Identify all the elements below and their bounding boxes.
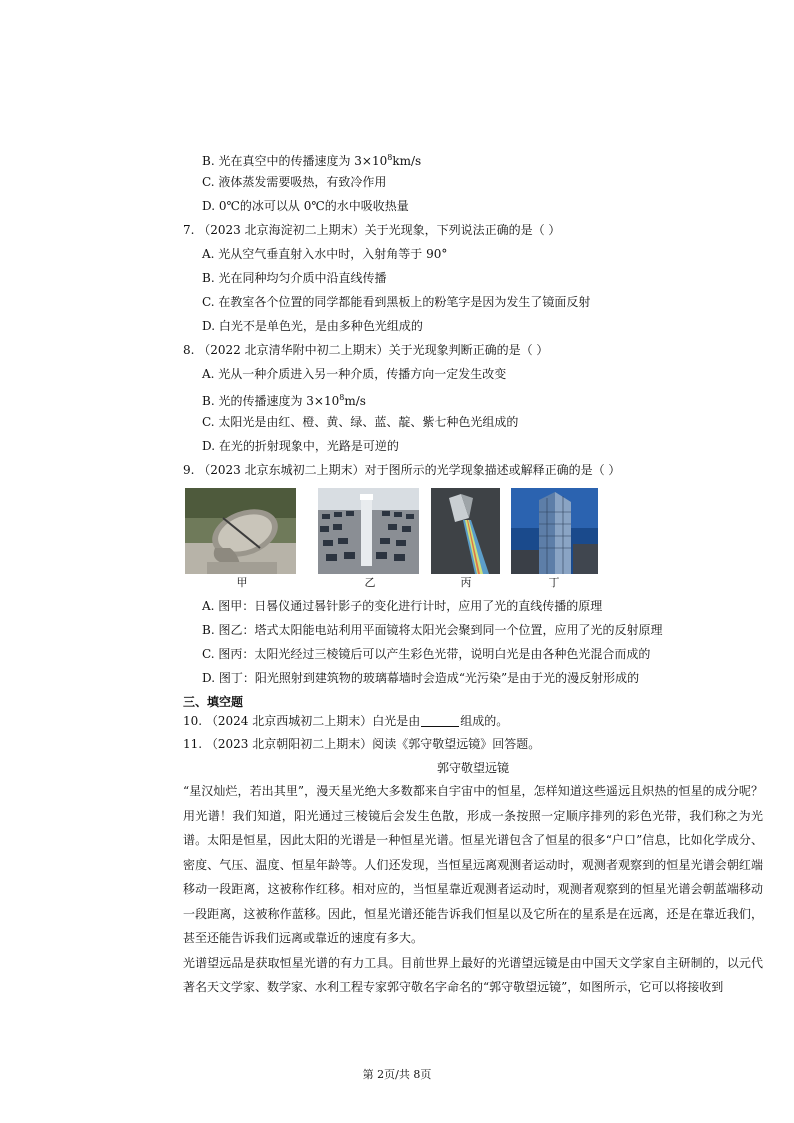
q6-option-c: C. 液体蒸发需要吸热，有致冷作用 bbox=[202, 175, 387, 189]
section-heading: 三、填空题 bbox=[183, 695, 244, 709]
q7-option-a: A. 光从空气垂直射入水中时，入射角等于 90° bbox=[202, 247, 448, 261]
q10-stem: 10. （2024 北京西城初二上期末）白光是由 组成的。 bbox=[183, 714, 509, 728]
q9-option-c: C. 图丙：太阳光经过三棱镜后可以产生彩色光带，说明白光是由各种色光混合而成的 bbox=[202, 647, 651, 661]
q11-stem: 11. （2023 北京朝阳初二上期末）阅读《郭守敬望远镜》回答题。 bbox=[183, 737, 541, 751]
q6-option-b: B. 光在真空中的传播速度为 $3\times 10^8km/s$ bbox=[202, 153, 422, 168]
article-body bbox=[183, 779, 763, 1000]
q7-option-d: D. 白光不是单色光，是由多种色光组成的 bbox=[202, 319, 423, 333]
q9-stem: 9. （2023 北京东城初二上期末）对于图所示的光学现象描述或解释正确的是（ ） bbox=[183, 463, 621, 477]
caption-bing: 丙 bbox=[460, 576, 472, 589]
article-title: 郭守敬望远镜 bbox=[436, 761, 509, 775]
sundial-photo bbox=[185, 488, 296, 574]
q8-option-b: B. 光的传播速度为 $3\times 10^8m/s$ bbox=[202, 393, 366, 408]
q7-stem: 7. （2023 北京海淀初二上期末）关于光现象，下列说法正确的是（ ） bbox=[183, 223, 561, 237]
q7-option-c: C. 在教室各个位置的同学都能看到黑板上的粉笔字是因为发生了镜面反射 bbox=[202, 295, 591, 309]
q6-option-d: D. 0℃的冰可以从 0℃的水中吸收热量 bbox=[202, 199, 409, 213]
caption-yi: 乙 bbox=[364, 576, 376, 589]
article-paragraph-2: 光谱望远品是获取恒星光谱的有力工具。目前世界上最好的光谱望远镜是由中国天文学家自主研制的，以元代著名天文学家、数学家、水利工程专家郭守敬名字命名的“郭守敬望远镜”，如图所示，它可以将接收到 bbox=[183, 955, 763, 994]
page-footer: 第 2页/共 8页 bbox=[362, 1068, 432, 1081]
caption-jia: 甲 bbox=[236, 576, 248, 589]
solar-tower-photo bbox=[318, 488, 419, 574]
q8-stem: 8. （2022 北京清华附中初二上期末）关于光现象判断正确的是（ ） bbox=[183, 343, 549, 357]
caption-ding: 丁 bbox=[548, 576, 560, 589]
glass-building-photo bbox=[511, 488, 598, 574]
q7-option-b: B. 光在同种均匀介质中沿直线传播 bbox=[202, 271, 387, 285]
q8-option-a: A. 光从一种介质进入另一种介质，传播方向一定发生改变 bbox=[202, 367, 507, 381]
answer-blank[interactable] bbox=[421, 715, 459, 727]
q9-option-d: D. 图丁：阳光照射到建筑物的玻璃幕墙时会造成“光污染”是由于光的漫反射形成的 bbox=[202, 671, 640, 685]
article-paragraph-1: “星汉灿烂，若出其里”，漫天星光绝大多数都来自宇宙中的恒星，怎样知道这些遥远且炽热的恒星的成分呢？用光谱！我们知道，阳光通过三棱镜后会发生色散，形成一条按照一定顺序排列的彩色光带，我们称之为光谱。太阳是恒星，因此太阳的光谱是一种恒星光谱。恒星光谱包含了恒星的很多“户口”信息，比如化学成分、密度、气压、温度、恒星年龄等。人们还发现，当恒星远离观测者运动时，观测者观察到的恒星光谱会朝红端移动一段距离，这被称作红移。相对应的，当恒星靠近观测者运动时，观测者观察到的恒星光谱会朝蓝端移动一段距离，这被称作蓝移。因此，恒星光谱还能告诉我们恒星以及它所在的星系是在远离，还是在靠近我们，甚至还能告诉我们远离或靠近的速度有多大。 bbox=[183, 784, 763, 945]
q8-option-d: D. 在光的折射现象中，光路是可逆的 bbox=[202, 439, 399, 453]
q8-option-c: C. 太阳光是由红、橙、黄、绿、蓝、靛、紫七种色光组成的 bbox=[202, 415, 519, 429]
prism-photo bbox=[431, 488, 500, 574]
q9-option-b: B. 图乙：塔式太阳能电站利用平面镜将太阳光会聚到同一个位置，应用了光的反射原理 bbox=[202, 623, 663, 637]
q9-option-a: A. 图甲：日晷仪通过晷针影子的变化进行计时，应用了光的直线传播的原理 bbox=[202, 599, 603, 613]
